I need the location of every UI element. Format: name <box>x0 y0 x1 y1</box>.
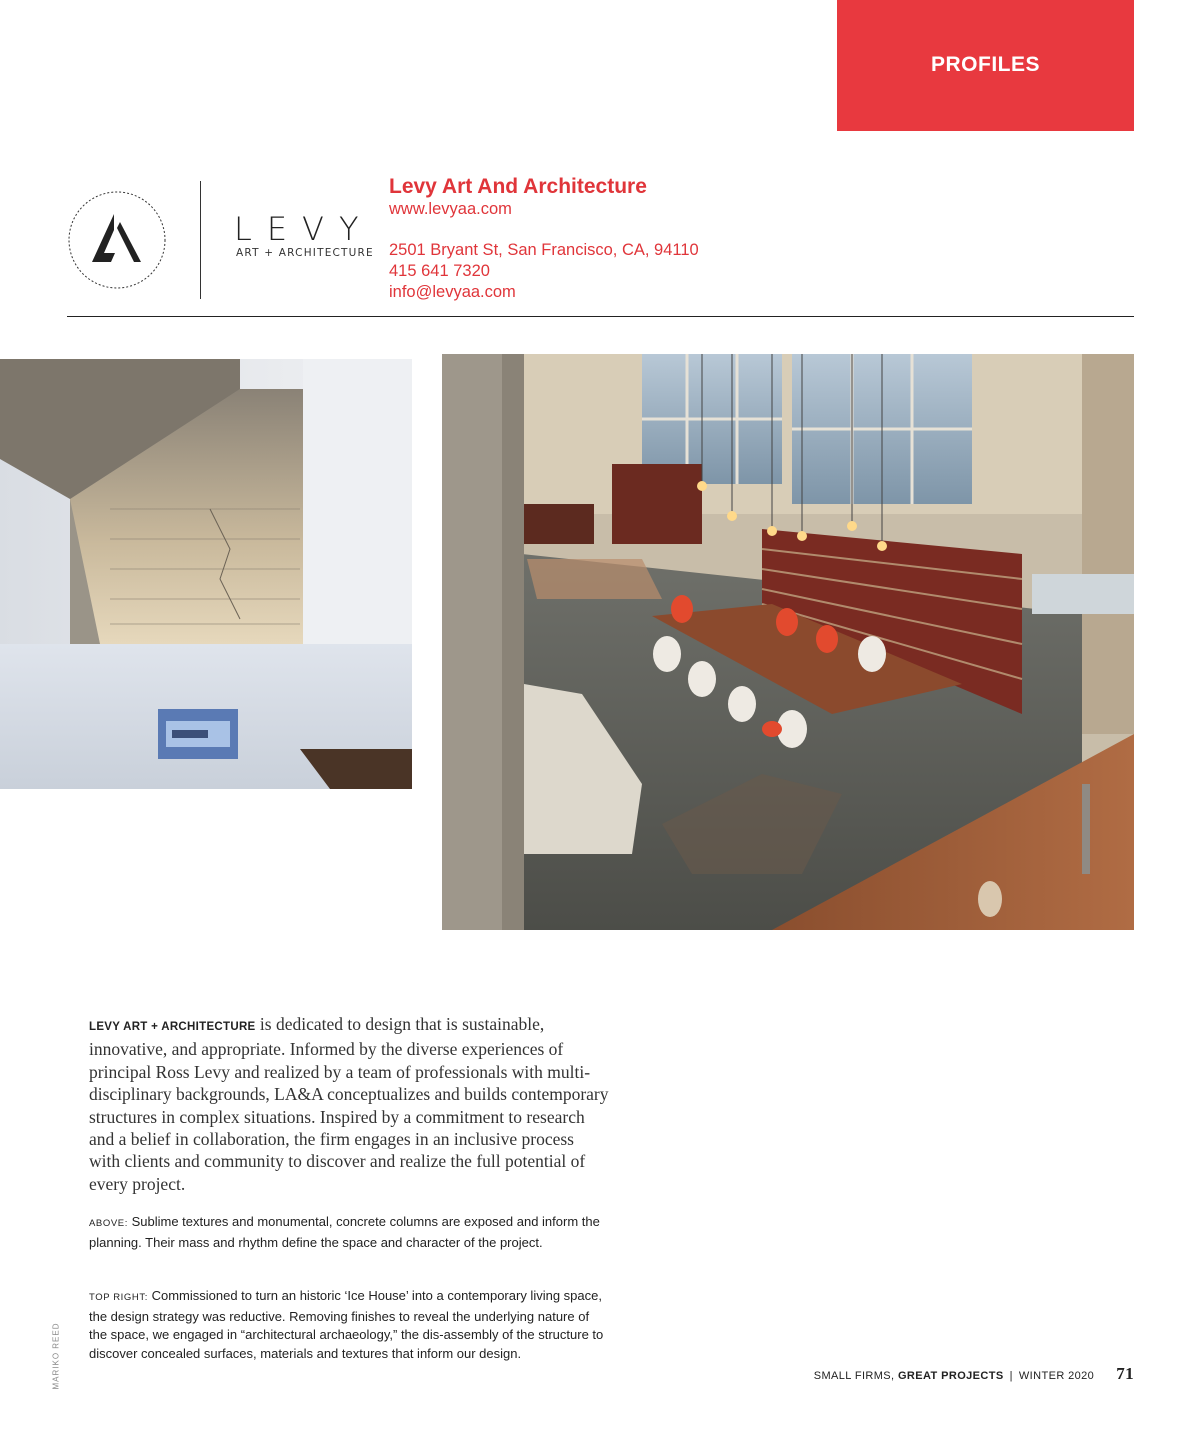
footer-separator: | <box>1009 1370 1013 1382</box>
footer-pub-prefix: SMALL FIRMS, <box>813 1370 898 1382</box>
body-lead-in: LEVY ART + ARCHITECTURE <box>89 1021 256 1033</box>
profile-body-text <box>89 1013 609 1195</box>
logo-wordmark: LEVY <box>234 210 374 248</box>
caption-top-right-text: Commissioned to turn an historic ‘Ice House’ into a contemporary living space, the design strategy was reductive. Removing finishes to reveal the underlying nature of the space, we engaged in “architectural archaeology,” the dis-assembly of the structure to discover concealed surfaces, materials and textures that inform our design. <box>89 1288 604 1361</box>
footer-pub-bold: GREAT PROJECTS <box>897 1370 1004 1382</box>
section-tab <box>837 0 1134 131</box>
caption-above-text: Sublime textures and monumental, concrete columns are exposed and inform the planning. Their mass and rhythm define the space and character of the project. <box>89 1214 600 1250</box>
page-number: 71 <box>1116 1364 1134 1383</box>
company-url-link[interactable]: www.levyaa.com <box>389 200 512 218</box>
caption-above-label: ABOVE: <box>89 1218 128 1229</box>
photo-concrete-stair <box>0 359 412 789</box>
body-paragraph: is dedicated to design that is sustainable, innovative, and appropriate. Informed by the diverse experiences of principal Ross Levy and realized by a team of professionals with multi-disciplinary backgrounds, LA&A conceptualizes and builds contemporary structures in complex situations. Inspired by a commitment to research and a belief in collaboration, the firm engages in an inclusive process with clients and community to discover and realize the full potential of every project. <box>89 1014 609 1194</box>
company-phone: 415 641 7320 <box>389 262 490 280</box>
caption-above <box>89 1213 609 1252</box>
photo-loft-library <box>442 354 1134 930</box>
company-email-link[interactable]: info@levyaa.com <box>389 283 516 301</box>
page-footer <box>814 1364 1134 1384</box>
footer-publication <box>814 1370 1004 1382</box>
logo-divider <box>200 181 201 299</box>
logo-tagline: ART + ARCHITECTURE <box>236 247 374 259</box>
section-label: PROFILES <box>930 52 1040 76</box>
caption-top-right-label: TOP RIGHT: <box>89 1292 148 1303</box>
header-divider <box>67 316 1134 317</box>
caption-top-right <box>89 1287 609 1363</box>
levy-logo-mark-icon <box>67 190 167 290</box>
photo-credit: MARIKO REED <box>51 1322 61 1390</box>
company-name: Levy Art And Architecture <box>389 175 647 198</box>
company-address: 2501 Bryant St, San Francisco, CA, 94110 <box>389 241 699 259</box>
footer-issue: WINTER 2020 <box>1018 1370 1095 1382</box>
